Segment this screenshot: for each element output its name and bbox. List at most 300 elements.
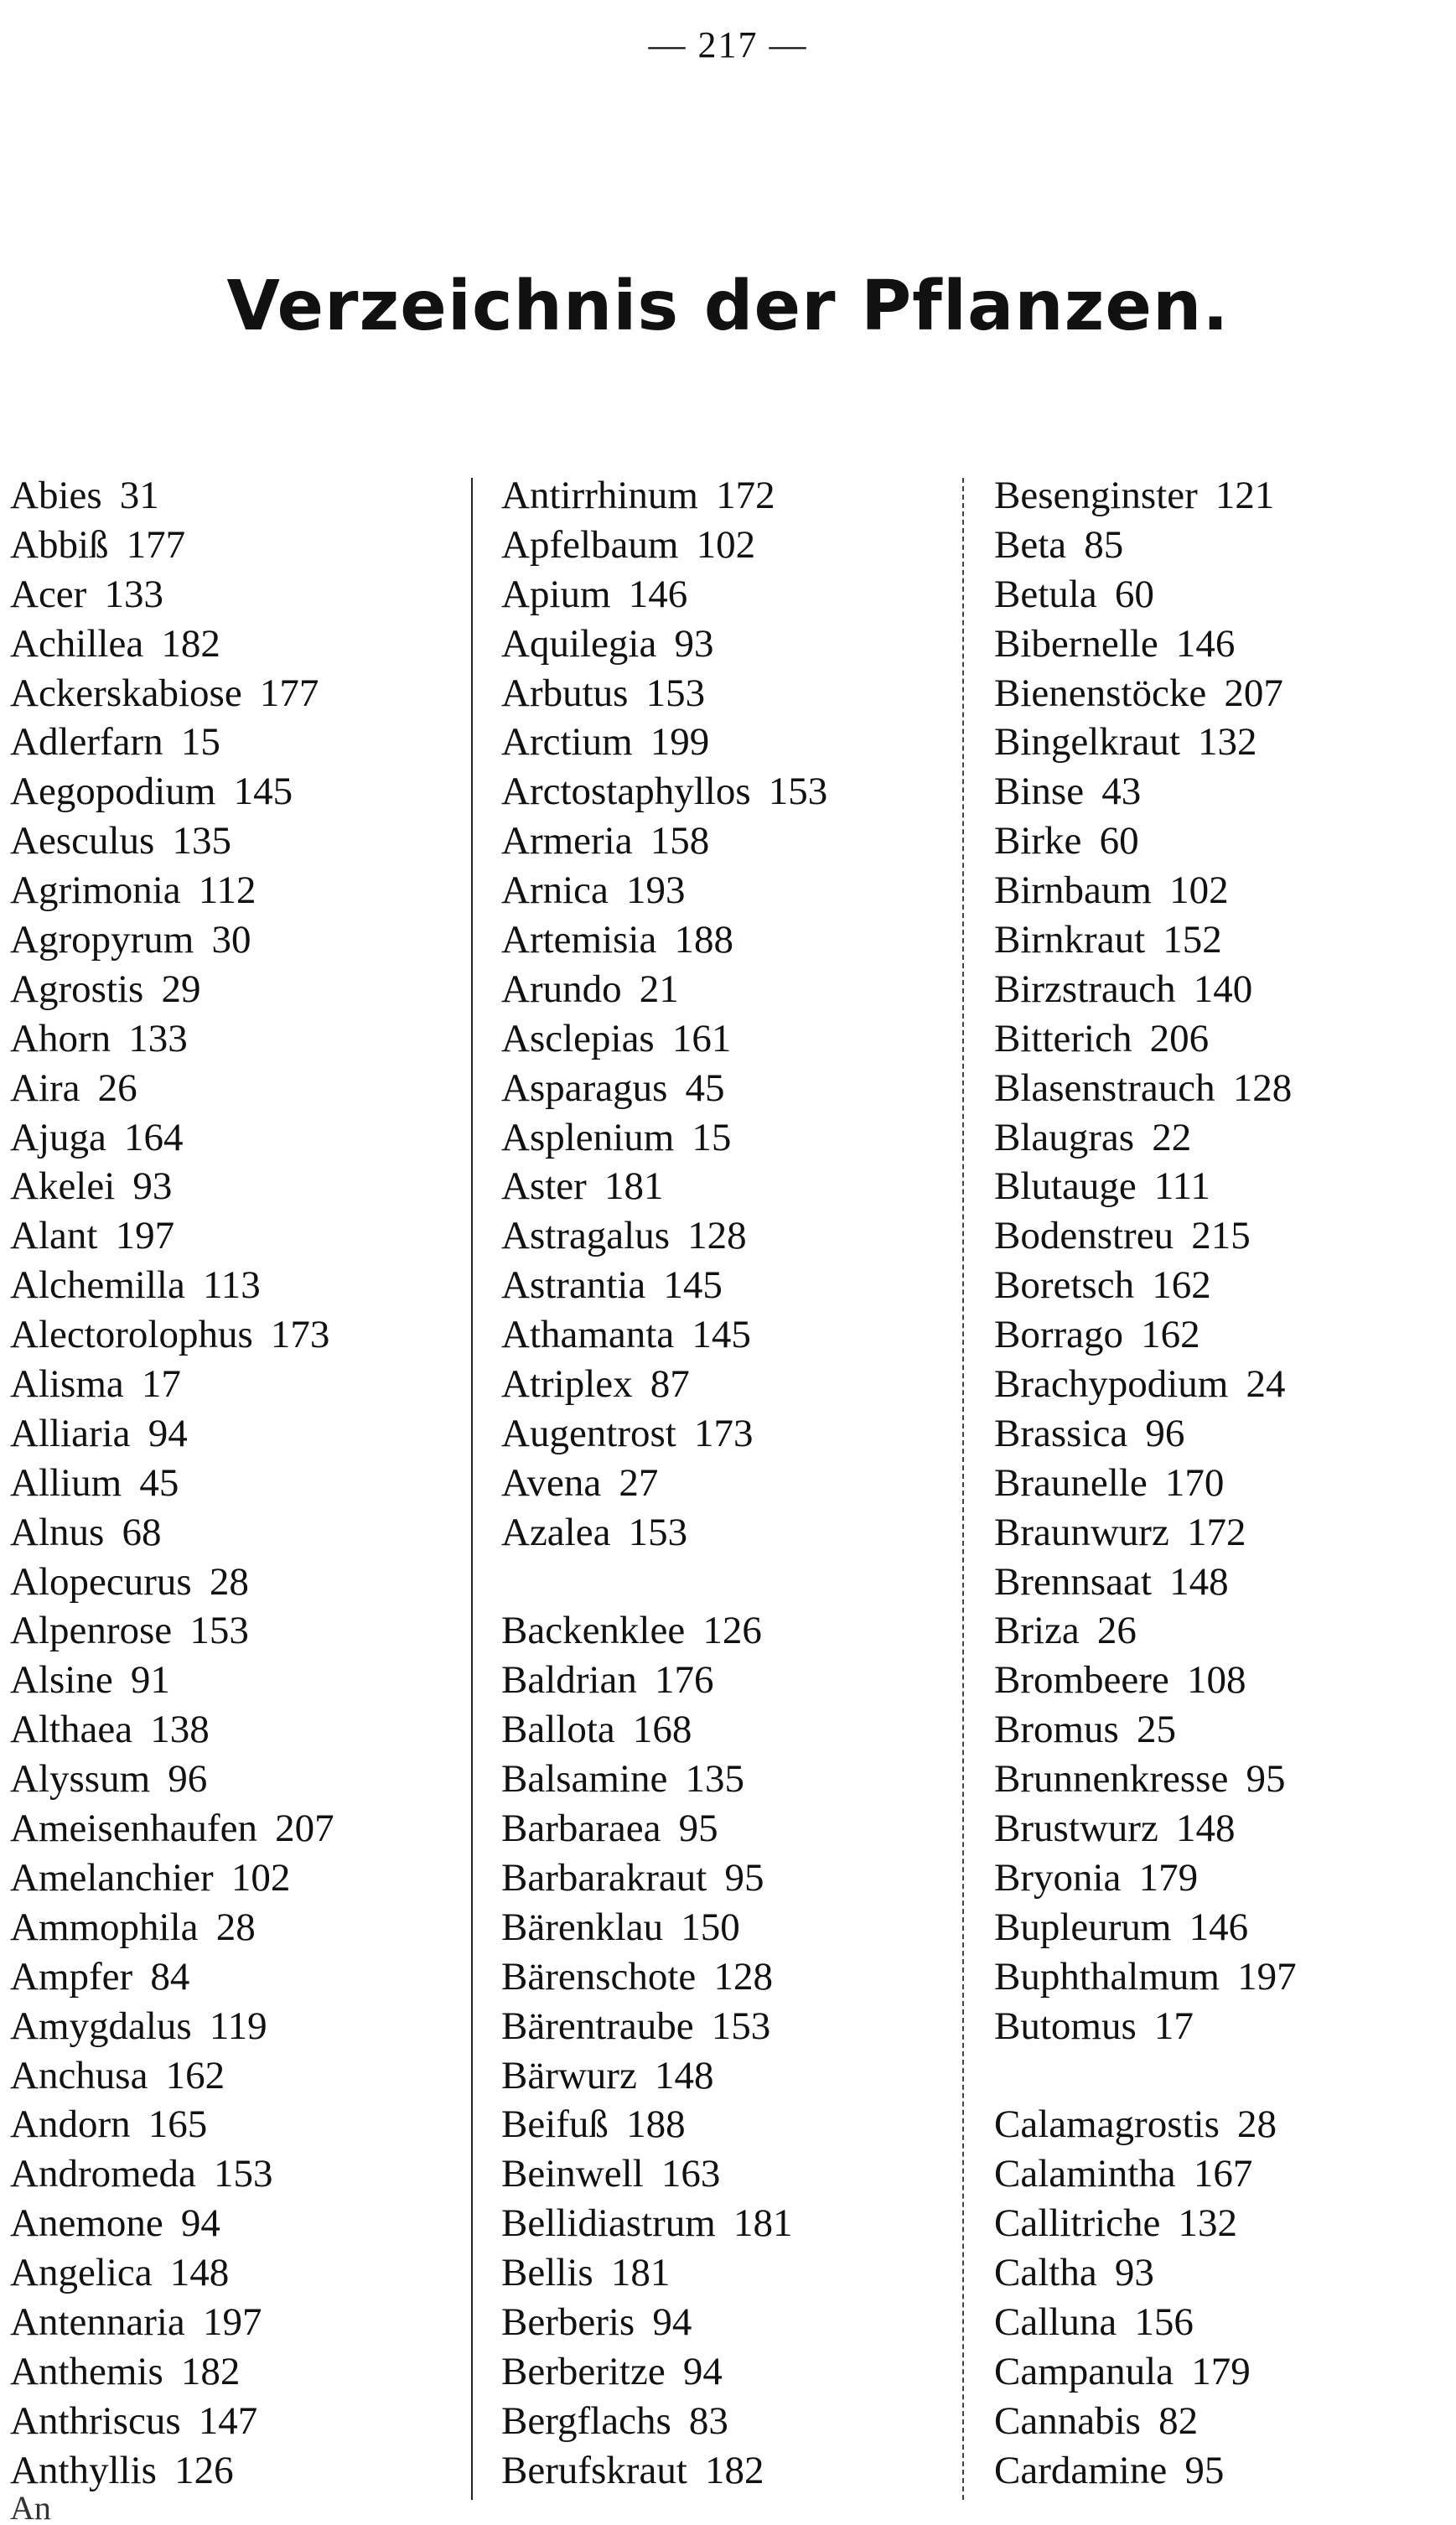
page-reference: 165 xyxy=(148,2102,208,2147)
page-reference: 60 xyxy=(1114,572,1154,616)
page-reference: 31 xyxy=(119,474,159,517)
plant-name: Aira xyxy=(10,1065,80,1110)
plant-name: Calamagrostis xyxy=(994,2102,1220,2147)
plant-name: Betula xyxy=(994,572,1097,616)
plant-name: Bupleurum xyxy=(994,1905,1172,1949)
page-reference: 168 xyxy=(632,1708,692,1752)
page-reference: 153 xyxy=(711,2004,771,2048)
cut-off-next-entry: An xyxy=(10,2491,51,2525)
plant-name: Berufskraut xyxy=(501,2448,687,2492)
page-reference: 182 xyxy=(161,621,220,666)
plant-name: Balsamine xyxy=(501,1757,668,1802)
page-reference: 27 xyxy=(619,1460,659,1505)
page-reference: 83 xyxy=(688,2398,728,2443)
page-reference: 162 xyxy=(1152,1263,1211,1308)
plant-name: Anemone xyxy=(10,2201,163,2246)
page-reference: 133 xyxy=(128,1016,188,1060)
page-reference: 197 xyxy=(1237,1954,1297,1999)
page-reference: 95 xyxy=(1246,1757,1286,1802)
index-entry xyxy=(501,817,827,866)
plant-name: Atriplex xyxy=(501,1362,633,1407)
page-reference: 95 xyxy=(678,1807,718,1851)
index-entry xyxy=(501,570,827,620)
index-entry xyxy=(994,817,1297,866)
page-reference: 87 xyxy=(650,1362,690,1407)
plant-name: Angelica xyxy=(10,2251,153,2295)
plant-name: Ameisenhaufen xyxy=(10,1807,257,1851)
index-entry xyxy=(10,1162,334,1211)
index-entry xyxy=(10,2298,334,2347)
page-reference: 96 xyxy=(1145,1411,1185,1455)
page-reference: 28 xyxy=(1237,2102,1277,2147)
plant-name: Alopecurus xyxy=(10,1559,192,1604)
plant-name: Barbarakraut xyxy=(501,1855,707,1900)
plant-name: Bromus xyxy=(994,1708,1119,1752)
page-reference: 177 xyxy=(126,522,186,567)
page-reference: 111 xyxy=(1153,1164,1210,1209)
plant-name: Calluna xyxy=(994,2299,1117,2344)
plant-name: Arundo xyxy=(501,967,622,1011)
page-reference: 135 xyxy=(172,819,231,863)
plant-name: Anthyllis xyxy=(10,2448,157,2492)
index-entry xyxy=(994,2347,1297,2397)
index-entry xyxy=(501,2347,827,2397)
plant-name: Ackerskabiose xyxy=(10,671,242,715)
page-reference: 153 xyxy=(189,1609,249,1653)
plant-name: Akelei xyxy=(10,1164,116,1209)
page-reference: 179 xyxy=(1191,2349,1251,2393)
index-entry xyxy=(501,2248,827,2298)
page-reference: 102 xyxy=(231,1855,291,1900)
index-entry xyxy=(501,2002,827,2051)
plant-name: Amygdalus xyxy=(10,2004,192,2048)
page-reference: 21 xyxy=(639,967,679,1011)
page-reference: 126 xyxy=(702,1609,762,1653)
plant-name: Abbiß xyxy=(10,522,109,567)
plant-name: Agrimonia xyxy=(10,868,181,913)
page-reference: 102 xyxy=(1169,868,1229,913)
plant-name: Birzstrauch xyxy=(994,967,1176,1011)
page-reference: 148 xyxy=(654,2053,714,2097)
plant-name: Alisma xyxy=(10,1362,124,1407)
page-reference: 170 xyxy=(1164,1460,1225,1505)
index-entry xyxy=(10,1459,334,1508)
plant-name: Cannabis xyxy=(994,2398,1141,2443)
page-reference: 108 xyxy=(1186,1658,1246,1703)
page-reference: 25 xyxy=(1137,1708,1176,1752)
index-entry xyxy=(10,1656,334,1705)
index-entry xyxy=(501,1310,827,1360)
index-entry xyxy=(501,471,827,521)
page-reference: 132 xyxy=(1198,720,1257,765)
index-entry xyxy=(994,1755,1297,1804)
page-reference: 43 xyxy=(1101,770,1142,814)
page-reference: 197 xyxy=(115,1214,175,1258)
index-entry xyxy=(501,1014,827,1064)
page-reference: 177 xyxy=(259,671,319,715)
page-reference: 95 xyxy=(724,1855,764,1900)
index-entry xyxy=(501,1606,827,1656)
page-reference: 179 xyxy=(1138,1855,1199,1900)
plant-name: Callitriche xyxy=(994,2201,1161,2246)
plant-name: Apfelbaum xyxy=(501,522,679,567)
plant-name: Anthriscus xyxy=(10,2398,181,2443)
page-reference: 85 xyxy=(1084,522,1124,567)
page-reference: 153 xyxy=(214,2152,273,2196)
page-reference: 94 xyxy=(652,2299,692,2344)
page-reference: 153 xyxy=(628,1510,688,1554)
page-reference: 152 xyxy=(1163,918,1222,962)
letter-group-gap xyxy=(994,2051,1297,2101)
index-entry xyxy=(994,570,1297,620)
index-entry xyxy=(10,2002,334,2051)
plant-name: Caltha xyxy=(994,2251,1097,2295)
plant-name: Azalea xyxy=(501,1510,611,1554)
plant-name: Blaugras xyxy=(994,1115,1135,1159)
plant-name: Andromeda xyxy=(10,2152,196,2196)
plant-name: Beta xyxy=(994,522,1067,567)
index-entry xyxy=(10,2149,334,2199)
plant-name: Bienenstöcke xyxy=(994,671,1207,715)
plant-name: Alant xyxy=(10,1214,98,1258)
page-reference: 148 xyxy=(1175,1807,1236,1851)
page-reference: 24 xyxy=(1246,1362,1286,1407)
page-reference: 112 xyxy=(198,868,256,913)
index-entry xyxy=(10,1755,334,1804)
page-reference: 145 xyxy=(663,1263,723,1308)
index-entry xyxy=(10,1854,334,1903)
index-entry xyxy=(994,1804,1297,1854)
index-entry xyxy=(10,669,334,718)
index-entry xyxy=(10,1606,334,1656)
page-reference: 145 xyxy=(233,770,293,814)
plant-name: Barbaraea xyxy=(501,1807,661,1851)
index-entry xyxy=(994,2100,1297,2149)
page-reference: 153 xyxy=(768,770,828,814)
index-entry xyxy=(10,1014,334,1064)
index-entry xyxy=(10,1064,334,1113)
page-reference: 188 xyxy=(674,918,733,962)
page-reference: 93 xyxy=(1114,2251,1154,2295)
plant-name: Baldrian xyxy=(501,1658,637,1703)
index-entry xyxy=(994,2149,1297,2199)
page-reference: 182 xyxy=(705,2448,764,2492)
plant-name: Brunnenkresse xyxy=(994,1757,1229,1802)
plant-name: Boretsch xyxy=(994,1263,1135,1308)
index-entry xyxy=(994,1952,1297,2002)
index-entry xyxy=(501,1903,827,1952)
page-reference: 206 xyxy=(1149,1016,1210,1060)
plant-name: Birnkraut xyxy=(994,918,1146,962)
page-reference: 215 xyxy=(1191,1214,1251,1258)
letter-group-gap xyxy=(501,1558,827,1607)
page-reference: 162 xyxy=(1141,1313,1200,1357)
index-entry xyxy=(501,2149,827,2199)
plant-name: Buphthalmum xyxy=(994,1954,1220,1999)
page-reference: 60 xyxy=(1099,819,1139,863)
plant-name: Acer xyxy=(10,572,87,616)
index-entry xyxy=(501,1755,827,1804)
index-entry xyxy=(10,2051,334,2101)
page-reference: 45 xyxy=(139,1460,179,1505)
page-reference: 91 xyxy=(130,1658,170,1703)
plant-name: Adlerfarn xyxy=(10,720,163,765)
page-reference: 181 xyxy=(610,2251,671,2295)
plant-name: Braunwurz xyxy=(994,1510,1169,1554)
page-reference: 132 xyxy=(1178,2201,1238,2246)
plant-name: Allium xyxy=(10,1460,122,1505)
index-entry xyxy=(994,1656,1297,1705)
index-entry xyxy=(501,965,827,1014)
page-reference: 167 xyxy=(1193,2152,1253,2196)
plant-name: Bitterich xyxy=(994,1016,1132,1060)
index-entry xyxy=(10,1705,334,1755)
plant-name: Bingelkraut xyxy=(994,720,1180,765)
index-entry xyxy=(994,1903,1297,1952)
plant-name: Berberis xyxy=(501,2299,635,2344)
page-reference: 113 xyxy=(202,1263,261,1308)
index-entry xyxy=(501,1854,827,1903)
index-entry xyxy=(501,1952,827,2002)
plant-name: Beinwell xyxy=(501,2152,644,2196)
index-entry xyxy=(10,915,334,965)
index-entry xyxy=(501,1705,827,1755)
index-entry xyxy=(994,1705,1297,1755)
plant-name: Brennsaat xyxy=(994,1559,1152,1604)
index-entry xyxy=(994,1113,1297,1163)
plant-name: Aesculus xyxy=(10,819,155,863)
page-reference: 138 xyxy=(150,1708,210,1752)
plant-name: Blasenstrauch xyxy=(994,1065,1215,1110)
index-entry xyxy=(501,1508,827,1558)
plant-name: Aster xyxy=(501,1164,587,1209)
index-entry xyxy=(10,2248,334,2298)
index-entry xyxy=(994,1162,1297,1211)
page-reference: 135 xyxy=(685,1757,745,1802)
page-reference: 94 xyxy=(682,2349,723,2393)
page-reference: 140 xyxy=(1193,967,1253,1011)
index-entry xyxy=(501,1804,827,1854)
index-entry xyxy=(10,1113,334,1163)
index-entry xyxy=(10,1903,334,1952)
plant-name: Andorn xyxy=(10,2102,131,2147)
plant-name: Borrago xyxy=(994,1313,1124,1357)
plant-name: Besenginster xyxy=(994,474,1198,517)
plant-name: Alpenrose xyxy=(10,1609,173,1653)
page-reference: 93 xyxy=(674,621,714,666)
index-entry xyxy=(10,1211,334,1261)
index-entry xyxy=(501,2100,827,2149)
page-reference: 148 xyxy=(169,2251,230,2295)
column-divider xyxy=(471,478,473,2500)
index-entry xyxy=(10,2100,334,2149)
index-entry xyxy=(994,1310,1297,1360)
plant-name: Birke xyxy=(994,819,1082,863)
index-entry xyxy=(994,1606,1297,1656)
plant-name: Bryonia xyxy=(994,1855,1122,1900)
index-entry xyxy=(994,1211,1297,1261)
page-reference: 146 xyxy=(1189,1905,1249,1949)
plant-name: Abies xyxy=(10,474,102,517)
plant-name: Anthemis xyxy=(10,2349,163,2393)
index-entry xyxy=(501,915,827,965)
index-entry xyxy=(10,570,334,620)
plant-name: Butomus xyxy=(994,2004,1137,2048)
page-reference: 17 xyxy=(1153,2004,1194,2048)
page-reference: 102 xyxy=(696,522,756,567)
index-entry xyxy=(501,1360,827,1409)
plant-name: Bergflachs xyxy=(501,2398,671,2443)
plant-name: Artemisia xyxy=(501,918,657,962)
page-reference: 96 xyxy=(168,1757,208,1802)
page-reference: 94 xyxy=(148,1411,188,1455)
plant-name: Bärentraube xyxy=(501,2004,694,2048)
index-entry xyxy=(501,2298,827,2347)
plant-name: Alyssum xyxy=(10,1757,151,1802)
plant-name: Bärwurz xyxy=(501,2053,637,2097)
plant-name: Campanula xyxy=(994,2349,1174,2393)
plant-name: Alnus xyxy=(10,1510,105,1554)
page-number: — 217 — xyxy=(648,24,808,65)
plant-name: Braunelle xyxy=(994,1460,1148,1505)
index-entry xyxy=(10,817,334,866)
plant-name: Bibernelle xyxy=(994,621,1158,666)
index-entry xyxy=(10,2446,334,2496)
page-reference: 172 xyxy=(716,474,775,517)
page-reference: 15 xyxy=(692,1115,732,1159)
plant-name: Bärenklau xyxy=(501,1905,664,1949)
index-entry xyxy=(10,521,334,570)
page-reference: 84 xyxy=(150,1954,190,1999)
index-entry xyxy=(10,1952,334,2002)
index-entry xyxy=(501,1656,827,1705)
page-reference: 199 xyxy=(650,720,710,765)
plant-name: Berberitze xyxy=(501,2349,666,2393)
index-entry xyxy=(994,767,1297,817)
plant-name: Avena xyxy=(501,1460,602,1505)
plant-name: Armeria xyxy=(501,819,633,863)
index-entry xyxy=(501,718,827,767)
index-entry xyxy=(994,2199,1297,2248)
plant-name: Bärenschote xyxy=(501,1954,697,1999)
index-entry xyxy=(501,2051,827,2101)
index-entry xyxy=(501,1459,827,1508)
page-reference: 22 xyxy=(1152,1115,1192,1159)
page-reference: 45 xyxy=(685,1065,725,1110)
page-reference: 26 xyxy=(1096,1609,1137,1653)
plant-name: Bodenstreu xyxy=(994,1214,1174,1258)
plant-name: Apium xyxy=(501,572,611,616)
page-reference: 93 xyxy=(132,1164,173,1209)
page-reference: 148 xyxy=(1169,1559,1229,1604)
index-entry xyxy=(501,2397,827,2446)
index-entry xyxy=(994,1508,1297,1558)
page-reference: 95 xyxy=(1184,2448,1225,2492)
plant-name: Arnica xyxy=(501,868,609,913)
plant-name: Binse xyxy=(994,770,1085,814)
plant-name: Alsine xyxy=(10,1658,113,1703)
page-reference: 94 xyxy=(180,2201,220,2246)
plant-name: Astragalus xyxy=(501,1214,671,1258)
page-reference: 172 xyxy=(1186,1510,1246,1554)
index-entry xyxy=(10,1261,334,1310)
plant-name: Calamintha xyxy=(994,2152,1176,2196)
page-reference: 28 xyxy=(209,1559,249,1604)
index-entry xyxy=(10,2347,334,2397)
index-column-3 xyxy=(994,471,1297,2496)
index-entry xyxy=(994,2298,1297,2347)
index-entry xyxy=(501,866,827,915)
index-entry xyxy=(501,1113,827,1163)
page-reference: 26 xyxy=(97,1065,137,1110)
page-reference: 146 xyxy=(628,572,688,616)
index-entry xyxy=(994,915,1297,965)
plant-name: Antirrhinum xyxy=(501,474,698,517)
index-entry xyxy=(10,1310,334,1360)
index-entry xyxy=(501,2199,827,2248)
plant-name: Brassica xyxy=(994,1411,1128,1455)
index-entry xyxy=(994,669,1297,718)
index-entry xyxy=(501,1211,827,1261)
index-entry xyxy=(501,2446,827,2496)
plant-name: Ampfer xyxy=(10,1954,133,1999)
plant-name: Arbutus xyxy=(501,671,629,715)
index-entry xyxy=(10,1804,334,1854)
plant-name: Athamanta xyxy=(501,1313,675,1357)
page-reference: 153 xyxy=(645,671,706,715)
index-entry xyxy=(994,1459,1297,1508)
index-entry xyxy=(501,521,827,570)
plant-name: Brustwurz xyxy=(994,1807,1158,1851)
plant-name: Anchusa xyxy=(10,2053,148,2097)
index-entry xyxy=(501,1409,827,1459)
plant-name: Bellidiastrum xyxy=(501,2201,716,2246)
page-reference: 176 xyxy=(654,1658,714,1703)
index-entry xyxy=(10,2199,334,2248)
plant-name: Achillea xyxy=(10,621,144,666)
index-entry xyxy=(10,965,334,1014)
plant-name: Althaea xyxy=(10,1708,133,1752)
plant-name: Brachypodium xyxy=(994,1362,1229,1407)
index-entry xyxy=(501,669,827,718)
plant-name: Asparagus xyxy=(501,1065,668,1110)
index-entry xyxy=(994,1854,1297,1903)
plant-name: Agropyrum xyxy=(10,918,194,962)
page-reference: 82 xyxy=(1158,2398,1199,2443)
index-entry xyxy=(10,471,334,521)
index-entry xyxy=(10,866,334,915)
page-reference: 68 xyxy=(122,1510,162,1554)
plant-name: Briza xyxy=(994,1609,1080,1653)
index-entry xyxy=(501,620,827,669)
plant-name: Agrostis xyxy=(10,967,144,1011)
page-reference: 164 xyxy=(124,1115,184,1159)
page-reference: 133 xyxy=(104,572,163,616)
plant-name: Ajuga xyxy=(10,1115,106,1159)
index-entry xyxy=(10,1409,334,1459)
index-entry xyxy=(10,718,334,767)
page-reference: 147 xyxy=(198,2398,258,2443)
page-reference: 28 xyxy=(215,1905,256,1949)
page-reference: 162 xyxy=(165,2053,225,2097)
index-entry xyxy=(994,718,1297,767)
page-reference: 150 xyxy=(681,1905,740,1949)
index-entry xyxy=(994,620,1297,669)
index-entry xyxy=(501,1261,827,1310)
column-divider xyxy=(962,478,964,2500)
page-reference: 161 xyxy=(671,1016,732,1060)
page-reference: 158 xyxy=(650,819,710,863)
